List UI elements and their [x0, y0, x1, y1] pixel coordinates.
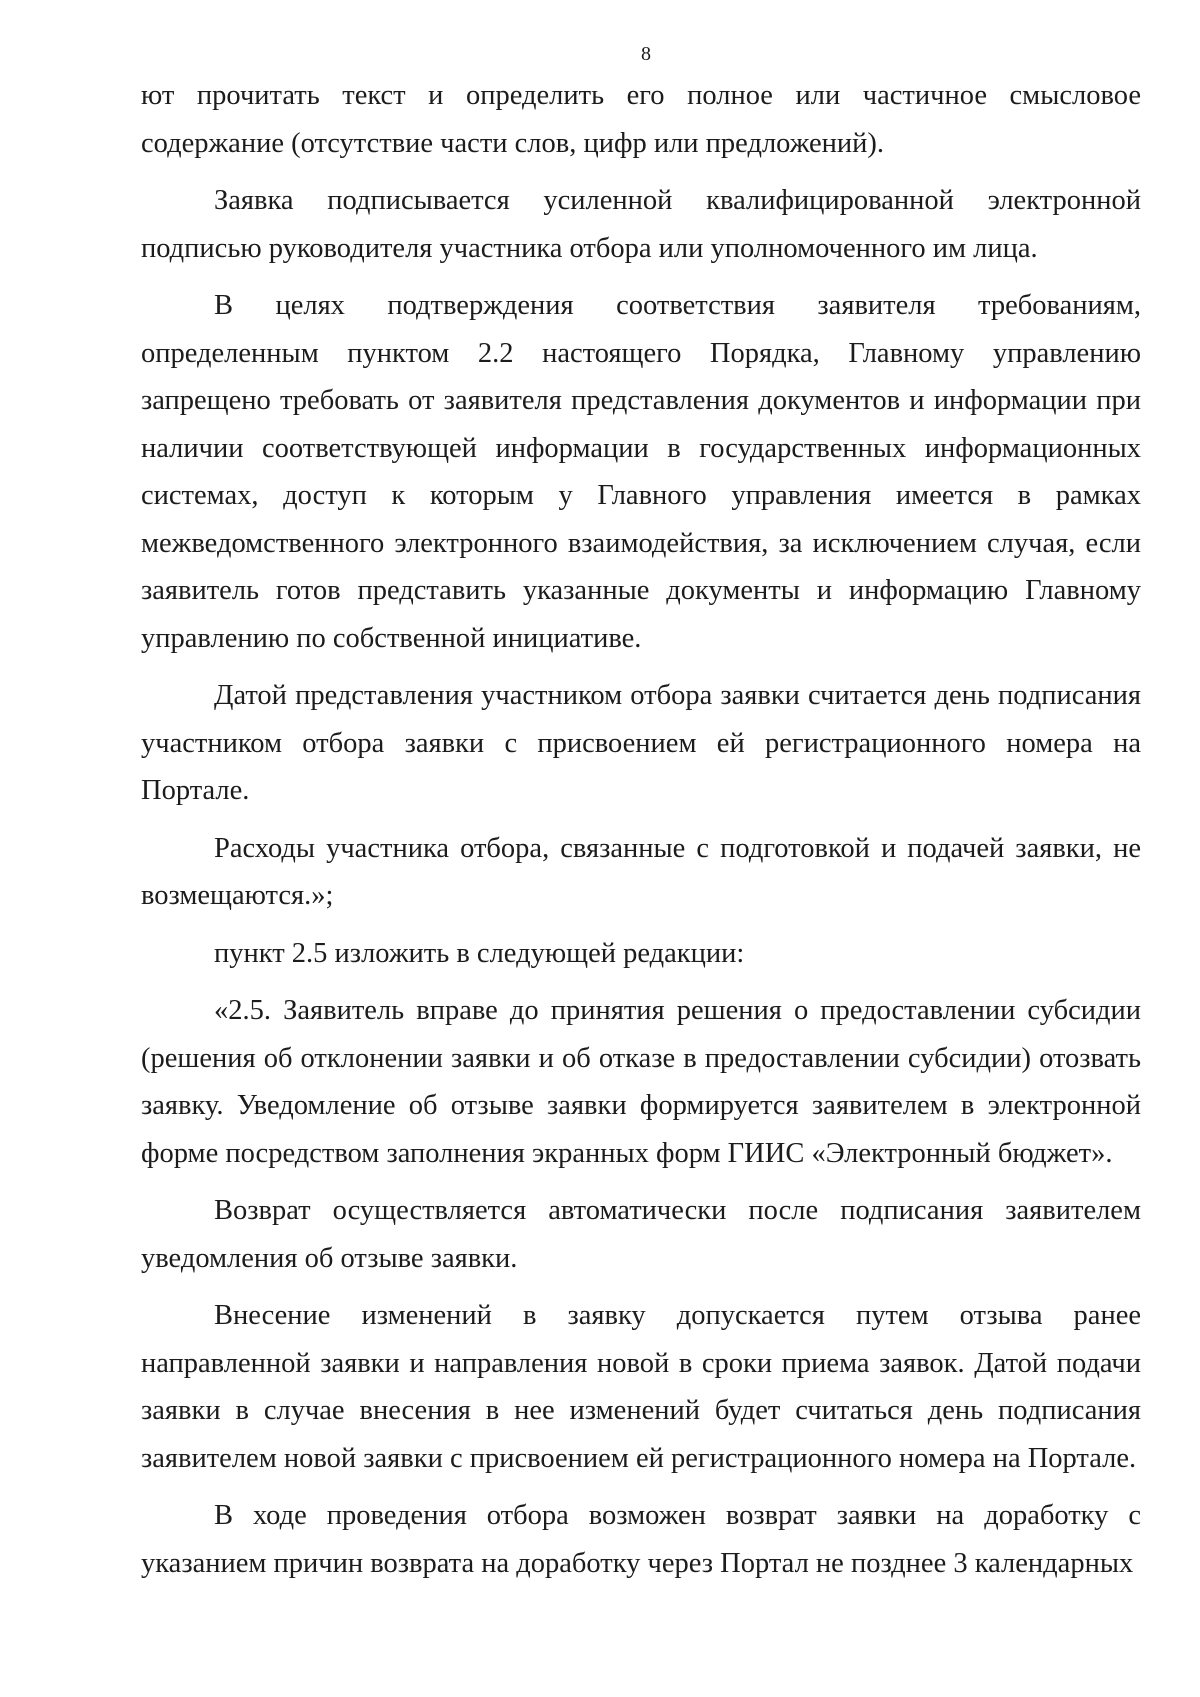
document-page	[141, 40, 1141, 1597]
paragraph-submission-date: Датой представления участником отбора заявки считается день подписания участником отбора заявки с присвоением ей регистрационного номера на Портале.	[141, 680, 1141, 806]
paragraph-signature: Заявка подписывается усиленной квалифицированной электронной подписью руководителя участника отбора или уполномоченного им лица.	[141, 185, 1141, 264]
paragraph-revision: В ходе проведения отбора возможен возврат заявки на доработку с указанием причин возврата на доработку через Портал не позднее 3 календарных	[141, 1500, 1141, 1579]
paragraph-clause-2-5-intro: пункт 2.5 изложить в следующей редакции:	[214, 937, 745, 969]
page-number: 8	[641, 43, 651, 65]
paragraph-clause-2-5: «2.5. Заявитель вправе до принятия решения о предоставлении субсидии (решения об отклонении заявки и об отказе в предоставлении субсидии) отозвать заявку. Уведомление об отзыве заявки формируется заявителем в электронной форме посредством заполнения экранных форм ГИИС «Электронный бюджет».	[141, 995, 1141, 1169]
paragraph-return: Возврат осуществляется автоматически после подписания заявителем уведомления об отзыве заявки.	[141, 1195, 1141, 1274]
paragraph-expenses: Расходы участника отбора, связанные с подготовкой и подачей заявки, не возмещаются.»;	[141, 832, 1141, 911]
paragraph-compliance: В целях подтверждения соответствия заявителя требованиям, определенным пунктом 2.2 настоящего Порядка, Главному управлению запрещено требовать от заявителя представления документов и информации при наличии соответствующей информации в государственных информационных системах, доступ к которым у Главного управления имеется в рамках межведомственного электронного взаимодействия, за исключением случая, если заявитель готов представить указанные документы и информацию Главному управлению по собственной инициативе.	[141, 290, 1141, 654]
paragraph-changes: Внесение изменений в заявку допускается путем отзыва ранее направленной заявки и направления новой в сроки приема заявок. Датой подачи заявки в случае внесения в нее изменений будет считаться день подписания заявителем новой заявки с присвоением ей регистрационного номера на Портале.	[141, 1300, 1141, 1474]
paragraph-continuation: ют прочитать текст и определить его полное или частичное смысловое содержание (отсутствие части слов, цифр или предложений).	[141, 80, 1141, 159]
